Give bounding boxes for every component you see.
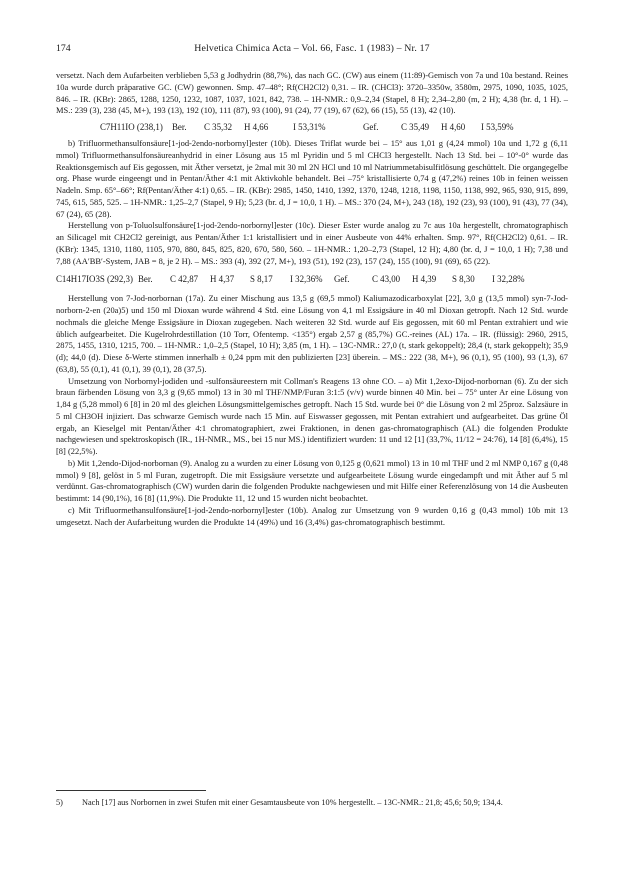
- formula-calc-label: Ber.: [172, 122, 187, 132]
- formula-calc-i: I 32,36%: [290, 274, 323, 285]
- elemental-analysis-10a: [56, 121, 568, 133]
- formula-name: C14H17IO3S (292,3): [56, 274, 133, 285]
- page-number: 174: [56, 43, 71, 54]
- formula-found-i: I 32,28%: [492, 274, 525, 285]
- formula-calc-h: H 4,37: [210, 274, 235, 285]
- formula-found-c: C 43,00: [372, 274, 401, 285]
- footnote: [56, 797, 568, 809]
- paragraph-collman-reagent-c: c) Mit Trifluormethansulfonsäure[1-jod-2endo-norbornyl]ester (10b). Analog zur Umsetzung von 9 wurden 0,16 g (0,43 mmol) 10b mit 13 umgesetzt. Nach der Aufarbeitung wurden die Produkte 14 (49%) und 16 (3,4%) gas-chromatographisch bestimmt.: [56, 504, 568, 527]
- formula-found-label: Gef.: [363, 122, 379, 132]
- formula-found-label: Gef.: [334, 274, 350, 285]
- footnote-text: Nach [17] aus Norbornen in zwei Stufen mit einer Gesamtausbeute von 10% hergestellt. – 13C-NMR.: 21,8; 45,6; 50,9; 134,4.: [82, 798, 503, 807]
- formula-calc-h: H 4,66: [244, 122, 269, 132]
- footnote-divider: [56, 790, 206, 791]
- paragraph-collman-reagent-b: b) Mit 1,2endo-Dijod-norbornan (9). Analog zu a wurden zu einer Lösung von 0,125 g (0,621 mmol) 13 in 10 ml THF und 2 ml NMP 0,167 g (0,48 mmol) 9 [8], gelöst in 5 ml Furan, zugetropft. Die mit Essigsäure versetzte und aufgearbeitete Lösung wurde eingedampft und mit Äther auf 5 ml verdünnt. Gas-chromatographisch (CW) wurden darin die folgenden Produkte nachgewiesen und mit Hilfe einer Referenzlösung von 14 die Ausbeuten bestimmt: 14 (90,1%), 16 [8] (11,9%). Die Produkte 11, 12 und 15 wurden nicht beobachtet.: [56, 457, 568, 503]
- paragraph-iodonorbornane-17a: Herstellung von 7-Jod-norbornan (17a). Zu einer Mischung aus 13,5 g (69,5 mmol) Kaliumazodicarboxylat [22], 3,0 g (13,5 mmol) syn-7-Jod-norborn-2-en (20a)5) und 150 ml Dioxan wurde während 4 Std. eine Lösung von 4,1 ml Essigsäure in 40 ml Dioxan getropft. Nach 12 Std. wurde nochmals die gleiche Menge Essigsäure in Dioxan zugegeben. Nach weiteren 32 Std. wurde auf Eis gegossen, mit 60 ml Pentan extrahiert und wie üblich aufgearbeitet. Die Kugelrohrdestillation (10 Torr, Ofentemp. <135°) ergab 2,57 g (85,7%) GC.-reines (AL) 17a. – IR. (flüssig): 2960, 2915, 2875, 1455, 1310, 1215, 700. – 1H-NMR.: 1,0–2,5 (Stapel, 10 H); 3,85 (m, 1 H). – 13C-NMR.: 27,0 (t, stark gekoppelt); 28,4 (t, stark gekoppelt); 35,9 (d); 44,0 (d). Diese δ-Werte stimmen innerhalb ± 0,24 ppm mit den publizierten [23] überein. – MS.: 222 (38, M+), 96 (0,1), 95 (100), 93 (1,3), 67 (63,8), 55 (0,1), 41 (0,1), 39 (0,1), 28 (37,5).: [56, 293, 568, 374]
- formula-name: C7H11IO (238,1): [100, 122, 163, 132]
- formula-calc-label: Ber.: [138, 274, 153, 285]
- formula-calc-i: I 53,31%: [293, 122, 326, 132]
- formula-found-s: S 8,30: [452, 274, 475, 285]
- paragraph-tosylate-10c: Herstellung von p-Toluolsulfonsäure[1-jod-2endo-norbornyl]ester (10c). Dieser Ester wurde analog zu 7c aus 10a hergestellt, chromatographisch an Silicagel mit CH2Cl2 gereinigt, aus Pentan/Äther 1:1 kristallisiert und in einer Ausbeute von 44% erhalten. Smp. 97°, Rf(CH2Cl2) 0,61. – IR. (KBr): 1345, 1310, 1180, 1105, 970, 880, 845, 825, 820, 670, 580, 560. – 1H-NMR.: 1,20–2,73 (Stapel, 12 H); 4,80 (br. d, J = 10,0, 1 H); 7,38 und 7,88 (AA′BB′-System, JAB = 8, je 2 H). – MS.: 393 (4), 392 (27, M+), 193 (51), 192 (23), 157 (24), 155 (100), 91 (69), 65 (22).: [56, 220, 568, 266]
- formula-found-h: H 4,39: [412, 274, 437, 285]
- formula-calc-s: S 8,17: [250, 274, 273, 285]
- formula-calc-c: C 42,87: [170, 274, 199, 285]
- paragraph-iodohydrin-workup: versetzt. Nach dem Aufarbeiten verblieben 5,53 g Jodhydrin (88,7%), das nach GC. (CW) aus einem (11:89)-Gemisch von 7a und 10a bestand. Reines 10a wurde durch präparative GC. (CW) gewonnen. Smp. 47–48°; Rf(CH2Cl2) 0,31. – IR. (CHCl3): 3720–3350w, 3580m, 2975, 1090, 1035, 1025, 846. – IR. (KBr): 2865, 1288, 1250, 1232, 1087, 1037, 1021, 842, 738. – 1H-NMR.: 0,9–2,34 (Stapel, 8 H); 2,34–2,80 (m, 2 H); 4,38 (br. d, 1 H). – MS.: 239 (3), 238 (45, M+), 193 (13), 192 (10), 111 (87), 93 (100), 91 (24), 77 (19), 67 (62), 66 (15), 55 (13), 42 (10).: [56, 70, 568, 116]
- paragraph-triflate-10b: b) Trifluormethansulfonsäure[1-jod-2endo-norbornyl]ester (10b). Dieses Triflat wurde bei – 15° aus 1,01 g (4,24 mmol) 10a und 1,72 g (6,11 mmol) Trifluormethansulfonsäureanhydrid in einer Lösung aus 15 ml Pyridin und 5 ml CHCl3 hergestellt. Nach 13 Std. bei – 10°-0° wurde das Reaktionsgemisch auf Eis gegossen, mit Äther versetzt, je 2mal mit 30 ml 2N HCl und 10 ml Natriummetabisulfitlösung geschüttelt. Die organgegelbe org. Phase wurde eingeengt und in Pentan/Äther 4:1 mit Aktivkohle behandelt. Bei –75° kristallisierte 0,74 g (47,2%) reines 10b in feinen weissen Nadeln. Smp. 65°–66°; Rf(Pentan/Äther 4:1) 0,65. – IR. (KBr): 2985, 1450, 1410, 1392, 1370, 1248, 1218, 1198, 1150, 1138, 992, 965, 930, 915, 899, 745, 615, 585, 525. – 1H-NMR.: 1,25–2,7 (Stapel, 9 H); 5,23 (br. d, J = 10,0, 1 H). – MS.: 370 (24, M+), 243 (18), 192 (23), 93 (100), 91 (43), 77 (34), 67 (24), 65 (28).: [56, 138, 568, 219]
- article-body: [56, 70, 568, 528]
- running-title: Helvetica Chimica Acta – Vol. 66, Fasc. 1 (1983) – Nr. 17: [194, 43, 430, 54]
- formula-found-c: C 35,49: [401, 122, 430, 132]
- formula-found-h: H 4,60: [441, 122, 466, 132]
- elemental-analysis-10c: [56, 273, 568, 285]
- footnote-mark: 5): [56, 798, 63, 807]
- paragraph-collman-reagent-a: Umsetzung von Norbornyl-jodiden und -sulfonsäureestern mit Collman's Reagens 13 ohne CO. – a) Mit 1,2exo-Dijod-norbornan (6). Zu der sich braun färbenden Lösung von 3,3 g (9,65 mmol) 13 in 30 ml THF/NMP/Furan 3:1:5 (v/v) wurde binnen 40 Min. bei – 75° unter Ar eine Lösung von 1,84 g (5,28 mmol) 6 [8] in 20 ml des gleichen Lösungsmittelgemisches getropft. Nach 15 Std. wurde bei 0° die Lösung von 2 ml 25proz. Salzsäure in 5 ml CH3OH injiziert. Das schwarze Gemisch wurde nach 15 Min. auf Eiswasser gegossen, mit Pentan extrahiert und aufgearbeitet. Das grüne Öl ergab, an Kieselgel mit Pentan/Äther 4:1 chromatographiert, zwei Fraktionen, in denen gas-chromatographisch (AL) die folgenden Produkte nachgewiesen und spektroskopisch (IR., 1H-NMR., MS., bei 15 nur MS.) identifiziert wurden: 11 und 12 [1] (33,7%, 11/12 = 24:76), 14 [8] (6,4%), 15 [8] (22,5%).: [56, 375, 568, 456]
- formula-calc-c: C 35,32: [204, 122, 233, 132]
- page-header: [56, 43, 568, 57]
- formula-found-i: I 53,59%: [481, 122, 514, 132]
